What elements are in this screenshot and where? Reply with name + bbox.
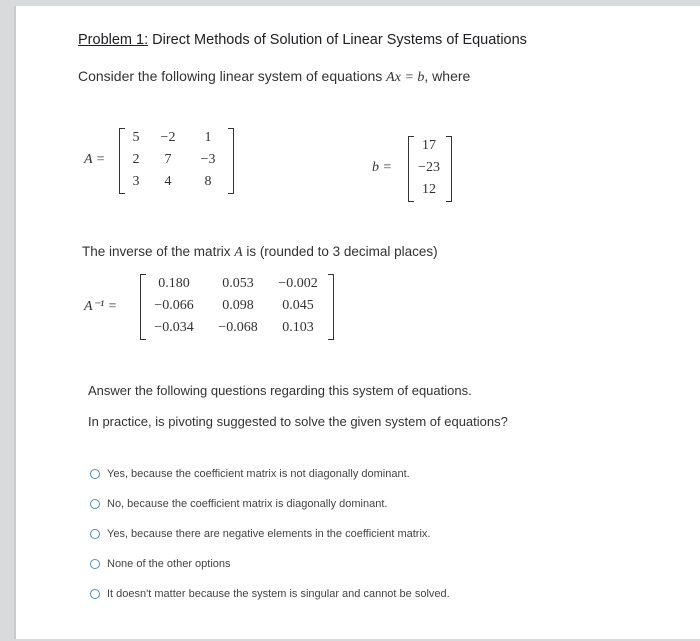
- answer-option-label: Yes, because there are negative elements in the coefficient matrix.: [107, 528, 431, 540]
- inverse-right-bracket: [328, 274, 334, 340]
- answer-option-label: No, because the coefficient matrix is diagonally dominant.: [107, 498, 388, 510]
- vector-b-label: b =: [372, 160, 392, 175]
- inverse-label: A⁻¹ =: [84, 299, 118, 314]
- vector-b-cell: −23: [418, 160, 440, 175]
- answer-option-3[interactable]: [90, 528, 430, 540]
- problem-label: Problem 1:: [78, 32, 149, 48]
- matrix-a-inverse: [84, 274, 364, 354]
- radio-circle-icon[interactable]: [90, 529, 100, 539]
- matrix-a-cell: 2: [132, 152, 140, 167]
- matrix-a: [84, 126, 264, 206]
- inverse-cell: −0.068: [218, 320, 258, 335]
- radio-circle-icon[interactable]: [90, 589, 100, 599]
- statement-prefix: Consider the following linear system of equations: [78, 68, 387, 84]
- inverse-cell: −0.066: [154, 298, 194, 313]
- inverse-cell: 0.045: [282, 298, 314, 313]
- vector-b-cell: 12: [422, 182, 436, 197]
- inverse-cell: −0.002: [278, 276, 318, 291]
- problem-title: Direct Methods of Solution of Linear Systems of Equations: [148, 32, 527, 48]
- inverse-cell: 0.103: [282, 320, 314, 335]
- inverse-cell: −0.034: [154, 320, 194, 335]
- inverse-suffix: is (rounded to 3 decimal places): [242, 244, 438, 259]
- vector-b-cell: 17: [422, 138, 436, 153]
- inverse-prefix: The inverse of the matrix: [82, 244, 235, 259]
- answer-option-1[interactable]: [90, 468, 410, 480]
- radio-circle-icon[interactable]: [90, 469, 100, 479]
- inverse-var: A: [234, 244, 243, 259]
- inverse-statement: [82, 244, 438, 260]
- matrix-a-cell: 7: [164, 152, 172, 167]
- answer-option-2[interactable]: [90, 498, 387, 510]
- matrix-a-cell: 8: [204, 174, 212, 189]
- matrix-a-cell: −2: [160, 130, 176, 145]
- problem-statement: [78, 68, 470, 86]
- matrix-a-cell: −3: [200, 152, 216, 167]
- answer-option-label: None of the other options: [107, 558, 231, 570]
- question-prompt: In practice, is pivoting suggested to solve the given system of equations?: [88, 414, 508, 429]
- answer-option-label: Yes, because the coefficient matrix is not diagonally dominant.: [107, 468, 410, 480]
- inverse-cell: 0.053: [222, 276, 254, 291]
- matrix-a-cell: 5: [132, 130, 140, 145]
- vector-b-right-bracket: [446, 136, 452, 202]
- document-page: [14, 6, 700, 639]
- question-intro: Answer the following questions regarding this system of equations.: [88, 383, 472, 398]
- inverse-cell: 0.180: [158, 276, 190, 291]
- matrix-a-cell: 3: [132, 174, 140, 189]
- matrix-a-label: A =: [84, 152, 106, 167]
- statement-equation: Ax = b: [386, 70, 425, 85]
- problem-heading: [78, 32, 527, 48]
- radio-circle-icon[interactable]: [90, 559, 100, 569]
- statement-suffix: , where: [424, 68, 471, 84]
- vector-b: [372, 134, 472, 214]
- matrix-a-cell: 1: [204, 130, 212, 145]
- radio-circle-icon[interactable]: [90, 499, 100, 509]
- answer-option-4[interactable]: [90, 558, 231, 570]
- matrix-a-left-bracket: [119, 128, 125, 194]
- answer-option-5[interactable]: [90, 588, 450, 600]
- inverse-cell: 0.098: [222, 298, 254, 313]
- matrix-a-cell: 4: [164, 174, 172, 189]
- answer-option-label: It doesn't matter because the system is singular and cannot be solved.: [107, 588, 450, 600]
- matrix-a-right-bracket: [228, 128, 234, 194]
